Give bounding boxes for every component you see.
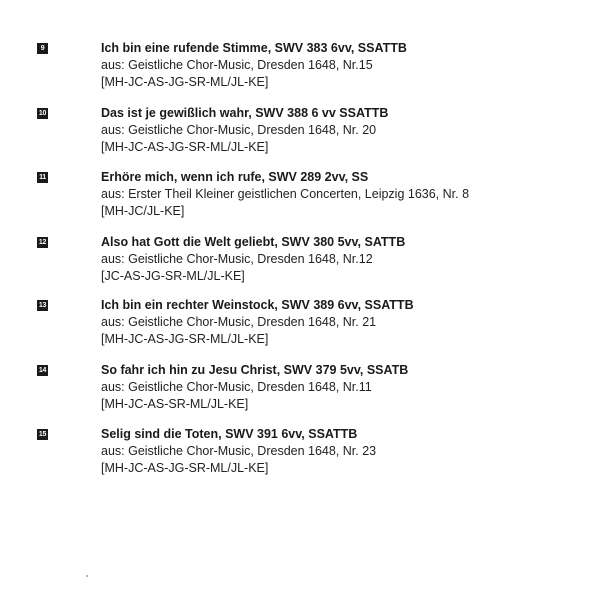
track-performers: [MH-JC-AS-JG-SR-ML/JL-KE] bbox=[101, 75, 269, 89]
track-performers: [JC-AS-JG-SR-ML/JL-KE] bbox=[101, 269, 245, 283]
track-performers: [MH-JC-AS-JG-SR-ML/JL-KE] bbox=[101, 140, 269, 154]
track-title: Das ist je gewißlich wahr, SWV 388 6 vv SSATTB bbox=[101, 106, 389, 120]
track-number-badge: 11 bbox=[37, 172, 48, 183]
track-source: aus: Geistliche Chor-Music, Dresden 1648, Nr.15 bbox=[101, 58, 373, 72]
track-title: Selig sind die Toten, SWV 391 6vv, SSATTB bbox=[101, 427, 358, 441]
track-number-badge: 12 bbox=[38, 239, 47, 246]
track-source: aus: Geistliche Chor-Music, Dresden 1648, Nr.12 bbox=[101, 252, 373, 266]
track-number-badge: 10 bbox=[38, 110, 47, 117]
track-performers: [MH-JC-AS-SR-ML/JL-KE] bbox=[101, 397, 249, 411]
track-entry-15 bbox=[37, 426, 577, 486]
track-performers: [MH-JC/JL-KE] bbox=[101, 204, 185, 218]
track-entry-12 bbox=[37, 234, 577, 294]
track-text bbox=[101, 362, 571, 413]
track-entry-9 bbox=[37, 40, 577, 100]
track-title: Erhöre mich, wenn ich rufe, SWV 289 2vv, SS bbox=[101, 170, 369, 184]
track-performers: [MH-JC-AS-JG-SR-ML/JL-KE] bbox=[101, 461, 269, 475]
track-source: aus: Geistliche Chor-Music, Dresden 1648, Nr. 21 bbox=[101, 315, 377, 329]
track-source: aus: Geistliche Chor-Music, Dresden 1648, Nr.11 bbox=[101, 380, 372, 394]
track-number-badge: 9 bbox=[37, 43, 48, 54]
track-entry-10 bbox=[37, 105, 577, 165]
track-source: aus: Erster Theil Kleiner geistlichen Concerten, Leipzig 1636, Nr. 8 bbox=[101, 187, 470, 201]
track-text bbox=[101, 297, 571, 348]
track-number-badge: 13 bbox=[38, 302, 47, 309]
track-performers: [MH-JC-AS-JG-SR-ML/JL-KE] bbox=[101, 332, 269, 346]
track-entry-13 bbox=[37, 297, 577, 357]
track-text bbox=[101, 426, 571, 477]
track-entry-14 bbox=[37, 362, 577, 422]
track-title: Also hat Gott die Welt geliebt, SWV 380 5vv, SATTB bbox=[101, 235, 406, 249]
track-title: So fahr ich hin zu Jesu Christ, SWV 379 5vv, SSATB bbox=[101, 363, 409, 377]
track-source: aus: Geistliche Chor-Music, Dresden 1648, Nr. 20 bbox=[101, 123, 377, 137]
track-title: Ich bin eine rufende Stimme, SWV 383 6vv, SSATTB bbox=[101, 41, 407, 55]
track-text bbox=[101, 40, 571, 91]
track-text bbox=[101, 105, 571, 156]
track-number-badge: 14 bbox=[38, 367, 47, 374]
track-source: aus: Geistliche Chor-Music, Dresden 1648, Nr. 23 bbox=[101, 444, 377, 458]
track-entry-11 bbox=[37, 169, 577, 229]
track-title: Ich bin ein rechter Weinstock, SWV 389 6vv, SSATTB bbox=[101, 298, 414, 312]
track-number-badge: 15 bbox=[38, 431, 47, 438]
track-text bbox=[101, 169, 571, 220]
scan-speck bbox=[86, 575, 88, 577]
track-text bbox=[101, 234, 571, 285]
